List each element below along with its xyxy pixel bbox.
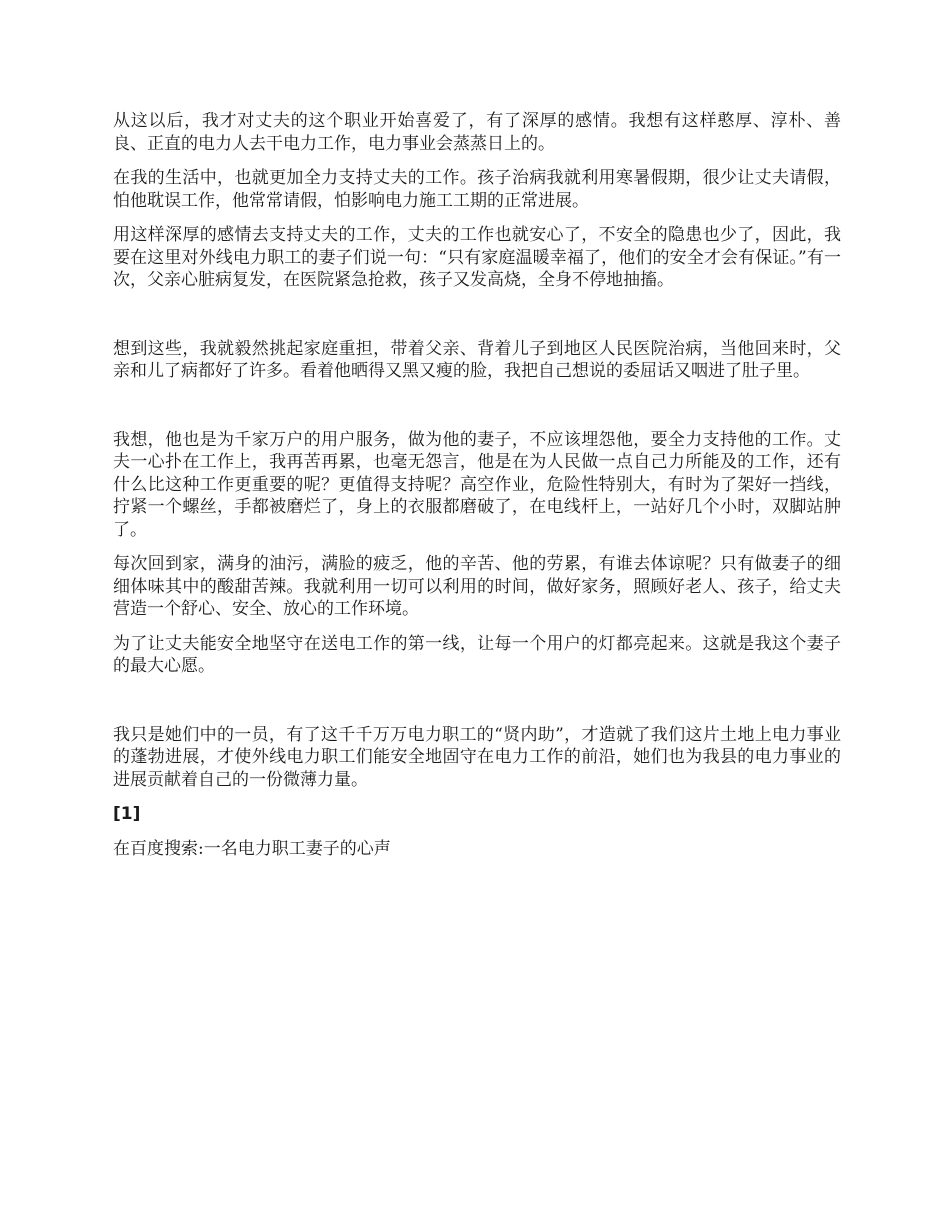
paragraph-4: 想到这些，我就毅然挑起家庭重担，带着父亲、背着儿子到地区人民医院治病，当他回来时，父亲和儿了病都好了许多。看着他晒得又黑又瘦的脸，我把自己想说的委屈话又咽进了肚子里。 — [113, 338, 841, 381]
paragraph-3: 用这样深厚的感情去支持丈夫的工作，丈夫的工作也就安心了，不安全的隐患也少了，因此，我要在这里对外线电力职工的妻子们说一句：“只有家庭温暖幸福了，他们的安全才会有保证。”有一次，父亲心脏病复发，在医院紧急抢救，孩子又发高烧，全身不停地抽搐。 — [113, 225, 841, 290]
paragraph-7: 为了让丈夫能安全地坚守在送电工作的第一线，让每一个用户的灯都亮起来。这就是我这个妻子的最大心愿。 — [113, 633, 841, 676]
paragraph-6: 每次回到家，满身的油污，满脸的疲乏，他的辛苦、他的劳累，有谁去体谅呢？只有做妻子的细细体味其中的酸甜苦辣。我就利用一切可以利用的时间，做好家务，照顾好老人、孩子，给丈夫营造一个舒心、安全、放心的工作环境。 — [113, 554, 841, 619]
paragraph-2: 在我的生活中，也就更加全力支持丈夫的工作。孩子治病我就利用寒暑假期，很少让丈夫请假，怕他耽误工作，他常常请假，怕影响电力施工工期的正常进展。 — [113, 168, 841, 211]
paragraph-5: 我想，他也是为千家万户的用户服务，做为他的妻子，不应该埋怨他，要全力支持他的工作。丈夫一心扑在工作上，我再苦再累，也毫无怨言，他是在为人民做一点自己力所能及的工作，还有什么比这种工作更重要的呢？更值得支持呢？高空作业，危险性特别大，有时为了架好一挡线，拧紧一个螺丝，手都被磨烂了，身上的衣服都磨破了，在电线杆上，一站好几个小时，双脚站肿了。 — [113, 429, 841, 540]
paragraph-8: 我只是她们中的一员，有了这千千万万电力职工的“贤内助”，才造就了我们这片土地上电力事业的蓬勃进展，才使外线电力职工们能安全地固守在电力工作的前沿，她们也为我县的电力事业的进展贡献着自己的一份微薄力量。 — [113, 724, 841, 790]
document-body — [113, 110, 841, 872]
reference-marker: [1] — [113, 804, 141, 824]
paragraph-gap — [113, 690, 841, 724]
paragraph-1: 从这以后，我才对丈夫的这个职业开始喜爱了，有了深厚的感情。我想有这样憨厚、淳朴、善良、正直的电力人去干电力工作，电力事业会蒸蒸日上的。 — [113, 111, 841, 154]
paragraph-gap — [113, 304, 841, 338]
search-line: 在百度搜索:一名电力职工妻子的心声 — [113, 838, 391, 859]
paragraph-gap — [113, 395, 841, 429]
